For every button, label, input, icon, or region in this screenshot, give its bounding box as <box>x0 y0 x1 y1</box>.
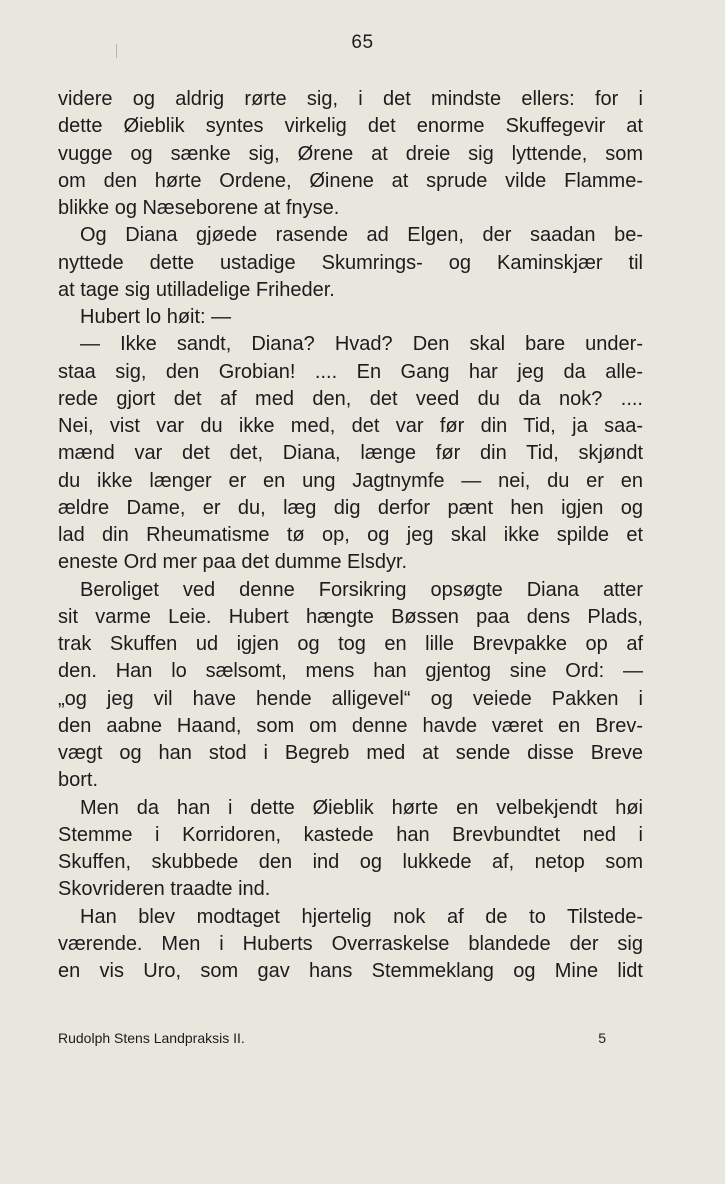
text-line: at tage sig utilladelige Friheder. <box>58 278 335 301</box>
text-line: vægt og han stod i Begreb med at sende disse Breve <box>58 742 643 764</box>
text-line: trak Skuffen ud igjen og tog en lille Brevpakke op af <box>58 633 643 655</box>
text-line: Og Diana gjøede rasende ad Elgen, der saadan be- <box>80 224 643 247</box>
text-line: lad din Rheumatisme tø op, og jeg skal ikke spilde et <box>58 524 643 546</box>
text-line: eneste Ord mer paa det dumme Elsdyr. <box>58 551 408 574</box>
page-footer <box>58 1030 606 1046</box>
text-line: Stemme i Korridoren, kastede han Brevbundtet ned i <box>58 823 643 846</box>
text-line: om den hørte Ordene, Øinene at sprude vilde Flamme- <box>58 169 643 192</box>
text-line: Beroliget ved denne Forsikring opsøgte Diana atter <box>80 578 643 601</box>
text-line: mænd var det det, Diana, længe før din Tid, skjøndt <box>58 442 643 465</box>
text-line: Men da han i dette Øieblik hørte en velbekjendt høi <box>80 796 643 819</box>
text-line: Skuffen, skubbede den ind og lukkede af, netop som <box>58 851 643 873</box>
text-line: Nei, vist var du ikke med, det var før din Tid, ja saa- <box>58 415 643 437</box>
text-line: Han blev modtaget hjertelig nok af de to Tilstede- <box>80 905 643 928</box>
text-line: du ikke længer er en ung Jagtnymfe — nei, du er en <box>58 469 643 492</box>
text-line: „og jeg vil have hende alligevel“ og veiede Pakken i <box>58 687 643 710</box>
page-number: 65 <box>351 32 374 53</box>
text-line: vugge og sænke sig, Ørene at dreie sig lyttende, som <box>58 142 643 165</box>
footer-signature: 5 <box>598 1030 606 1046</box>
text-line: ældre Dame, er du, læg dig derfor pænt hen igjen og <box>58 496 643 519</box>
text-line: blikke og Næseborene at fnyse. <box>58 197 340 219</box>
text-line: bort. <box>58 769 99 792</box>
text-line: videre og aldrig rørte sig, i det mindste ellers: for i <box>58 88 643 110</box>
text-line: en vis Uro, som gav hans Stemmeklang og Mine lidt <box>58 960 643 982</box>
text-line: rede gjort det af med den, det veed du da nok? .... <box>58 387 643 410</box>
text-line: den. Han lo sælsomt, mens han gjentog sine Ord: — <box>58 660 643 683</box>
text-line: staa sig, den Grobian! .... En Gang har jeg da alle- <box>58 360 643 383</box>
text-line: — Ikke sandt, Diana? Hvad? Den skal bare under- <box>80 333 643 356</box>
text-line: Hubert lo høit: — <box>80 306 232 328</box>
text-line: sit varme Leie. Hubert hængte Bøssen paa dens Plads, <box>58 605 643 628</box>
text-line: dette Øieblik syntes virkelig det enorme Skuffegevir at <box>58 115 643 138</box>
text-line: nyttede dette ustadige Skumrings- og Kaminskjær til <box>58 251 643 274</box>
footer-title: Rudolph Stens Landpraksis II. <box>58 1030 245 1046</box>
text-line: den aabne Haand, som om denne havde været en Brev- <box>58 714 643 737</box>
body-text <box>58 86 643 985</box>
text-line: værende. Men i Huberts Overraskelse blandede der sig <box>58 932 643 955</box>
text-line: Skovrideren traadte ind. <box>58 878 271 901</box>
